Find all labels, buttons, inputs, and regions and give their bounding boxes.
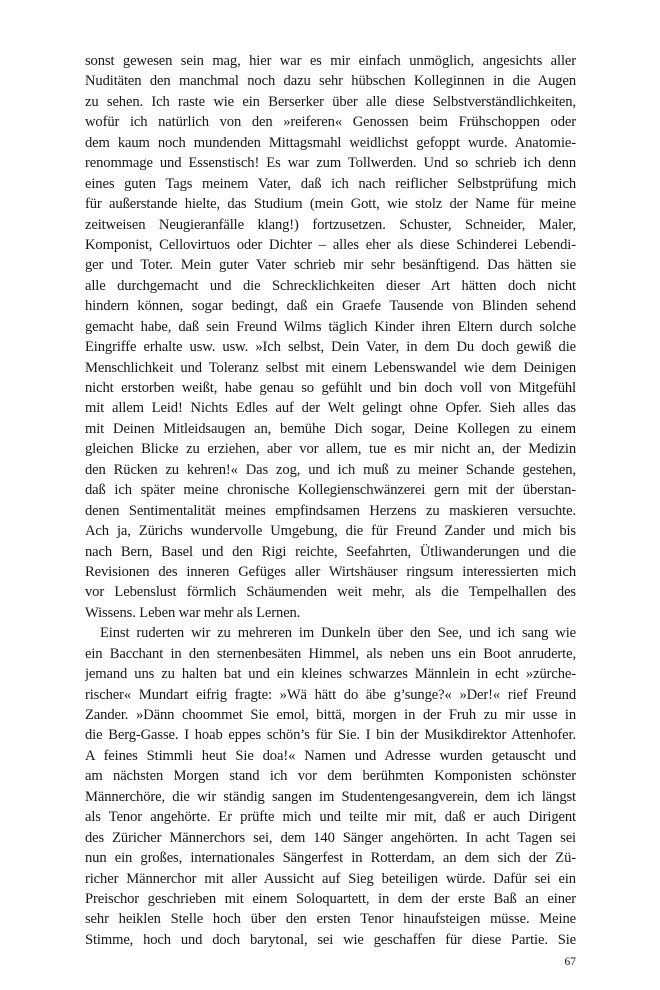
text-line: denen Sentimentalität meines empfindsamen Herzens zu maskieren versuchte. — [85, 502, 576, 519]
text-line: mit Deinen Mitleidsaugen an, bemühe Dich sogar, Deine Kollegen zu einem — [85, 420, 576, 437]
text-line: Zander. »Dänn choommet Sie emol, bittä, morgen in der Fruh zu mir usse in — [85, 707, 576, 723]
text-line: hindern können, sogar bedingt, daß ein Graefe Tausende von Blinden sehend — [85, 298, 576, 315]
text-line: daß ich später meine chronische Kollegienschwänzerei gern mit der überstan- — [85, 482, 576, 499]
text-line: zu sehen. Ich raste wie ein Berserker über alle diese Selbstverständlichkeiten, — [85, 93, 576, 110]
text-line: wofür ich natürlich von den »reiferen« Genossen beim Frühschoppen oder — [85, 114, 576, 131]
text-line: den Rücken zu kehren!« Das zog, und ich muß zu meiner Schande gestehen, — [85, 461, 576, 478]
text-line: für außerstande hielte, das Studium (mein Gott, wie stolz der Name für meine — [85, 196, 576, 213]
text-line: nun ein großes, internationales Sängerfest in Rotterdam, an dem sich der Zü- — [85, 850, 576, 867]
text-line: Ach ja, Zürichs wundervolle Umgebung, die für Freund Zander und mich bis — [85, 523, 576, 540]
text-line: sonst gewesen sein mag, hier war es mir einfach unmöglich, angesichts aller — [85, 53, 576, 69]
text-line: die Berg-Gasse. I hoab eppes schön’s für Sie. I bin der Musikdirektor Attenhofer. — [85, 727, 576, 744]
text-line: A feines Stimmli heut Sie doa!« Namen und Adresse wurden getauscht und — [85, 747, 576, 764]
paragraph — [85, 623, 576, 950]
text-line: alle durchgemacht und die Schrecklichkeiten dieser Art hätten doch nicht — [85, 277, 576, 294]
text-line: gleichen Blicke zu erziehen, aber vor allem, tue es mir nicht an, der Medizin — [85, 441, 576, 458]
text-line: Menschlichkeit und Toleranz selbst mit einem Lebenswandel wie dem Deinigen — [85, 359, 576, 376]
text-line: eines guten Tags meinem Vater, daß ich nach reiflicher Selbstprüfung mich — [85, 175, 576, 192]
text-line: als Tenor angehörte. Er prüfte mich und teilte mir mit, daß er auch Dirigent — [85, 809, 576, 826]
text-line: gemacht habe, daß sein Freund Wilms täglich Kinder ihren Eltern durch solche — [85, 318, 576, 335]
text-line: Preischor geschrieben mit einem Soloquartett, in dem der erste Baß an einer — [85, 890, 576, 907]
text-line: rischer« Mundart eifrig fragte: »Wä hätt do äbe g’sunge?« »Der!« rief Freund — [85, 686, 576, 703]
text-line: sehr heiklen Stelle hoch über den ersten Tenor hinaufsteigen müsse. Meine — [85, 911, 576, 928]
text-line: Einst ruderten wir zu mehreren im Dunkeln über den See, und ich sang wie — [100, 625, 576, 642]
body-text — [85, 51, 576, 950]
text-line: richer Männerchor mit aller Aussicht auf Sieg beteiligen würde. Dafür sei ein — [85, 870, 576, 887]
text-line: Wissens. Leben war mehr als Lernen. — [85, 604, 301, 621]
text-line: Stimme, hoch und doch barytonal, sei wie geschaffen für diese Partie. Sie — [85, 931, 576, 948]
text-line: zeitweisen Neugieranfälle klang!) fortzusetzen. Schuster, Schneider, Maler, — [85, 216, 576, 233]
paragraph — [85, 51, 576, 623]
text-line: am nächsten Morgen stand ich vor dem berühmten Komponisten schönster — [85, 768, 576, 785]
text-line: jemand uns zu halten bat und ein kleines schwarzes Männlein in echt »zürche- — [85, 666, 576, 683]
page-number: 67 — [564, 956, 576, 968]
text-line: ein Bacchant in den sternenbesäten Himmel, als neben uns ein Boot anruderte, — [85, 645, 576, 662]
text-line: Nuditäten den manchmal noch dazu sehr hübschen Kolleginnen in die Augen — [85, 73, 576, 90]
text-line: ger und Toter. Mein guter Vater schrieb mir sehr besänftigend. Das hätten sie — [85, 257, 576, 274]
text-line: Revisionen des inneren Gefüges aller Wirtshäuser ringsum interessierten mich — [85, 563, 576, 580]
text-line: nicht erstorben weißt, habe genau so gefühlt und bin doch voll von Mitgefühl — [85, 380, 576, 396]
text-line: Komponist, Cellovirtuos oder Dichter – alles eher als diese Schinderei Lebendi- — [85, 236, 576, 253]
text-line: Eingriffe erhalte usw. usw. »Ich selbst, Dein Vater, in dem Du doch gewiß die — [85, 339, 576, 356]
text-line: vor Lebenslust förmlich Schäumenden weit mehr, als die Tempelhallen des — [85, 584, 576, 601]
text-line: mit allem Leid! Nichts Edles auf der Welt gelingt ohne Opfer. Sieh alles das — [85, 400, 576, 417]
text-line: renommage und Essenstisch! Es war zum Tollwerden. Und so schrieb ich denn — [85, 155, 576, 172]
text-line: des Züricher Männerchors sei, dem 140 Sänger angehörten. In acht Tagen sei — [85, 829, 576, 846]
text-line: nach Bern, Basel und den Rigi reichte, Seefahrten, Ütliwanderungen und die — [85, 543, 576, 560]
text-line: Männerchöre, die wir ständig sangen im Studentengesangverein, dem ich längst — [85, 788, 576, 805]
text-line: dem kaum noch mundenden Mittagsmahl weidlichst gefoppt wurde. Anatomie- — [85, 134, 576, 151]
